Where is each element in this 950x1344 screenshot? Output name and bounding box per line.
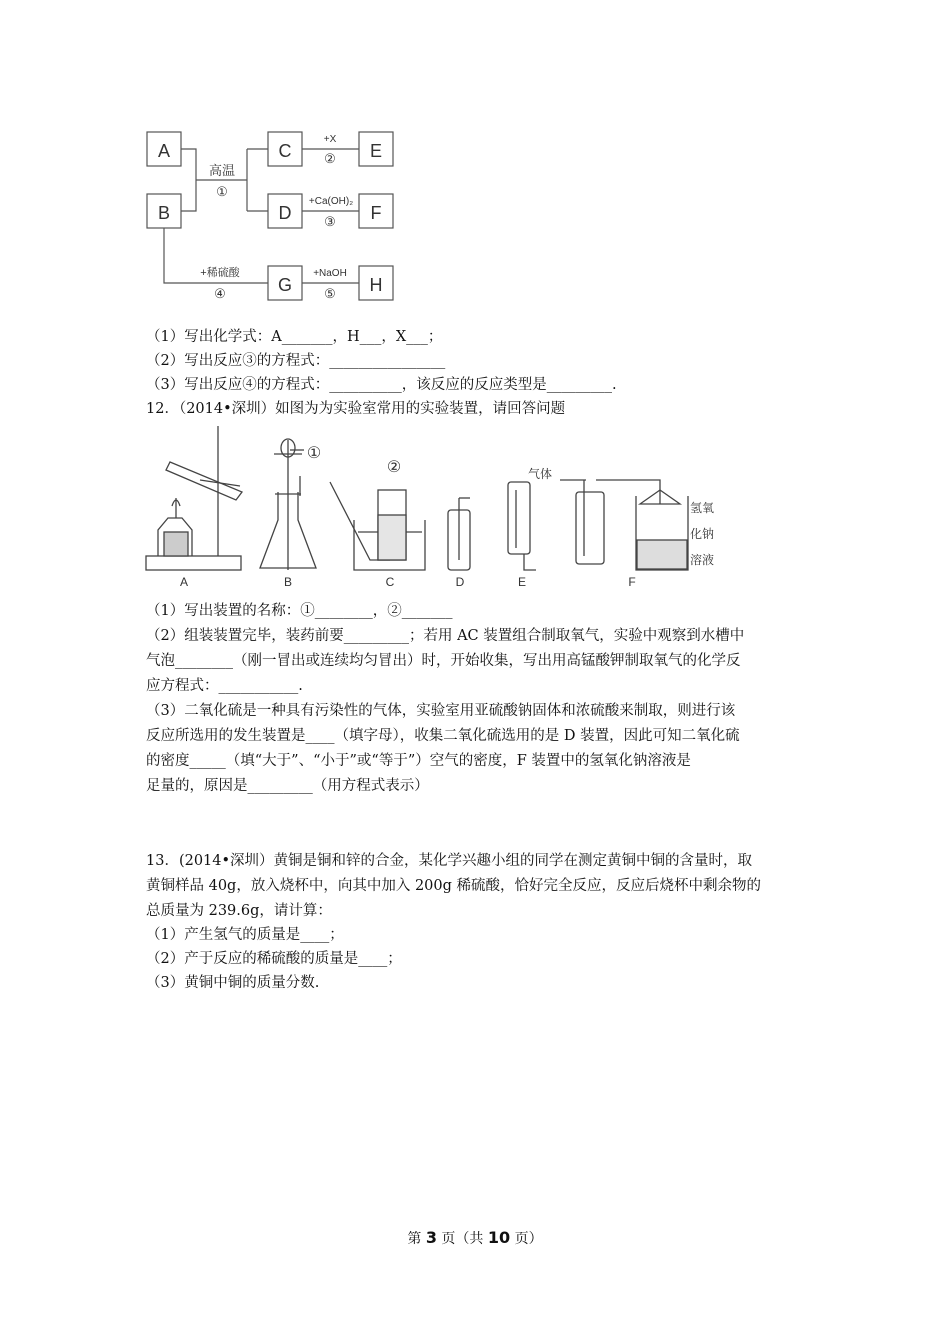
apparatus-c bbox=[330, 482, 425, 570]
apparatus-naoh-3: 溶液 bbox=[689, 553, 715, 567]
apparatus-naoh-1: 氢氧 bbox=[689, 501, 715, 515]
label-f: F bbox=[370, 203, 382, 223]
apparatus-f bbox=[560, 480, 688, 570]
label-plus-caoh2: +Ca(OH)₂ bbox=[308, 196, 354, 207]
label-r5: ⑤ bbox=[324, 286, 336, 301]
label-d: D bbox=[278, 203, 292, 223]
q12-part3-line2: 反应所选用的发生装置是____（填字母），收集二氧化硫选用的是 D 装置，因此可知二氧化硫 bbox=[146, 728, 740, 744]
label-h: H bbox=[369, 275, 383, 295]
q12-part2-line2: 气泡________（刚一冒出或连续均匀冒出）时，开始收集，写出用高锰酸钾制取氧气的化学反 bbox=[146, 653, 741, 669]
q13-line3: 总质量为 239.6g，请计算： bbox=[146, 903, 332, 919]
apparatus-label-d: D bbox=[455, 575, 465, 589]
q12-part1: （1）写出装置的名称：①________，②_______ bbox=[146, 603, 453, 619]
q13-line5: （2）产于反应的稀硫酸的质量是____； bbox=[146, 951, 402, 967]
reaction-flow-diagram bbox=[140, 120, 420, 305]
label-r3: ③ bbox=[324, 214, 336, 229]
label-r4: ④ bbox=[214, 286, 226, 301]
label-plus-x: +X bbox=[323, 134, 337, 145]
footer-middle: 页（共 bbox=[436, 1231, 488, 1247]
q12-part2-line1: （2）组装装置完毕，装药前要_________；若用 AC 装置组合制取氧气，实验中观察到水槽中 bbox=[146, 628, 745, 644]
label-e: E bbox=[369, 141, 383, 161]
q11-line1: （1）写出化学式：A_______，H___，X___； bbox=[146, 329, 443, 345]
q11-line3: （3）写出反应④的方程式：__________，该反应的反应类型是_________. bbox=[146, 377, 617, 393]
q11-line2: （2）写出反应③的方程式：________________ bbox=[146, 353, 446, 369]
apparatus-a bbox=[146, 426, 242, 570]
apparatus-label-e: E bbox=[517, 575, 527, 589]
q13-line6: （3）黄铜中铜的质量分数. bbox=[146, 975, 320, 991]
q12-part3-line4: 足量的，原因是_________（用方程式表示） bbox=[146, 778, 429, 794]
q12-part3-line3: 的密度_____（填“大于”、“小于”或“等于”）空气的密度，F 装置中的氢氧化钠溶液是 bbox=[146, 753, 691, 769]
page-total: 10 bbox=[487, 1228, 511, 1247]
footer-prefix: 第 bbox=[407, 1231, 426, 1247]
q13-line2: 黄铜样品 40g，放入烧杯中，向其中加入 200g 稀硫酸，恰好完全反应，反应后烧杯中剩余物的 bbox=[146, 878, 762, 894]
q13-line4: （1）产生氢气的质量是____； bbox=[146, 927, 344, 943]
apparatus-label-b: B bbox=[283, 575, 293, 589]
label-c: C bbox=[278, 141, 292, 161]
q12-title: 12．（2014•深圳）如图为为实验室常用的实验装置，请回答问题 bbox=[146, 401, 566, 417]
q13-line1: 13．(2014•深圳）黄铜是铜和锌的合金，某化学兴趣小组的同学在测定黄铜中铜的含量时，取 bbox=[146, 853, 753, 869]
page-footer bbox=[0, 1228, 950, 1248]
apparatus-e bbox=[508, 482, 536, 570]
page-number: 3 bbox=[425, 1228, 437, 1247]
apparatus-mark-2: ② bbox=[386, 459, 402, 476]
apparatus-gas-label: 气体 bbox=[527, 467, 553, 481]
label-gaowen: 高温 bbox=[208, 163, 236, 178]
label-plus-naoh: +NaOH bbox=[313, 268, 347, 279]
apparatus-label-c: C bbox=[385, 575, 395, 589]
label-r1: ① bbox=[216, 184, 228, 199]
apparatus-label-a: A bbox=[179, 575, 189, 589]
label-plus-h2so4: +稀硫酸 bbox=[200, 267, 240, 279]
q12-part3-line1: （3）二氧化硫是一种具有污染性的气体，实验室用亚硫酸钠固体和浓硫酸来制取，则进行该 bbox=[146, 703, 736, 719]
apparatus-naoh-2: 化钠 bbox=[689, 527, 715, 541]
label-a: A bbox=[157, 141, 171, 161]
footer-suffix: 页） bbox=[510, 1231, 543, 1247]
label-g: G bbox=[277, 275, 293, 295]
q12-part2-line3: 应方程式：___________. bbox=[146, 678, 303, 694]
label-r2: ② bbox=[324, 151, 336, 166]
lab-apparatus-figure bbox=[140, 420, 740, 595]
apparatus-label-f: F bbox=[628, 575, 636, 589]
apparatus-d bbox=[448, 498, 470, 570]
apparatus-mark-1: ① bbox=[306, 445, 322, 462]
label-b: B bbox=[157, 203, 171, 223]
